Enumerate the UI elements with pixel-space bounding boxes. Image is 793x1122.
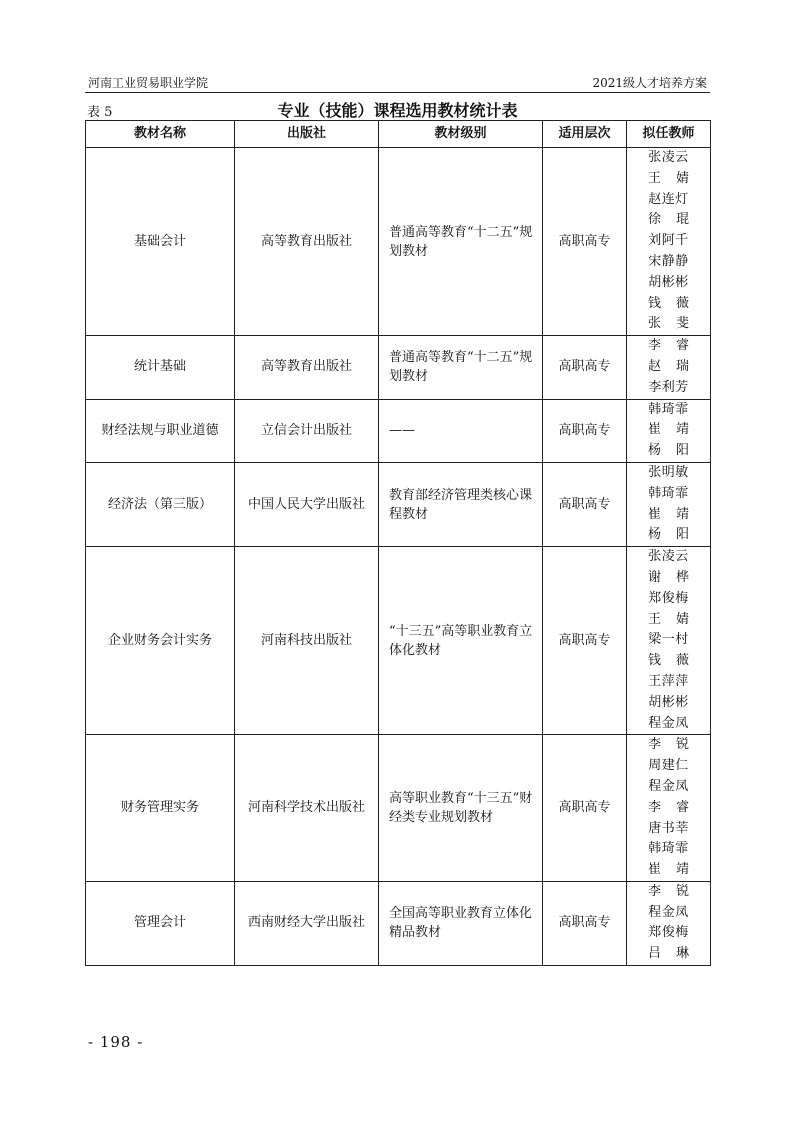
teacher-name: 赵瑞 xyxy=(647,358,704,374)
textbook-level-cell: —— xyxy=(379,399,543,462)
institution-name: 河南工业贸易职业学院 xyxy=(88,76,209,90)
column-header: 教材名称 xyxy=(86,121,235,148)
publisher-cell: 西南财经大学出版社 xyxy=(235,881,379,965)
teacher-name: 唐书莘 xyxy=(648,820,689,836)
table-row xyxy=(86,881,711,965)
textbook-level-cell: 普通高等教育“十二五”规划教材 xyxy=(379,148,543,336)
running-header xyxy=(85,70,710,93)
table-row xyxy=(86,547,711,735)
applicable-tier-cell: 高职高专 xyxy=(543,881,627,965)
teachers-cell xyxy=(627,399,711,462)
teacher-name: 李睿 xyxy=(647,799,704,815)
teacher-name: 郑俊梅 xyxy=(648,590,689,606)
column-header: 拟任教师 xyxy=(627,121,711,148)
document-title: 2021级人才培养方案 xyxy=(592,76,707,90)
teacher-name: 吕琳 xyxy=(647,946,704,962)
table-row xyxy=(86,735,711,882)
teacher-name: 张凌云 xyxy=(648,549,689,565)
publisher-cell: 立信会计出版社 xyxy=(235,399,379,462)
textbook-name-cell: 财务管理实务 xyxy=(86,735,235,882)
teacher-name: 李利芳 xyxy=(648,379,689,395)
teacher-name: 胡彬彬 xyxy=(648,694,689,710)
teacher-name: 张斐 xyxy=(647,316,704,332)
teacher-name: 王婧 xyxy=(647,170,704,186)
page-number: - 198 - xyxy=(88,1033,144,1051)
teachers-cell xyxy=(627,148,711,336)
teacher-name: 梁一村 xyxy=(648,632,689,648)
table-row xyxy=(86,462,711,546)
table-number: 表 5 xyxy=(87,105,113,120)
publisher-cell: 河南科学技术出版社 xyxy=(235,735,379,882)
table-row xyxy=(86,148,711,336)
textbook-level-cell: 教育部经济管理类核心课程教材 xyxy=(379,462,543,546)
teacher-name: 韩琦霏 xyxy=(648,401,689,417)
textbook-name-cell: 管理会计 xyxy=(86,881,235,965)
teacher-name: 王萍萍 xyxy=(648,673,689,689)
teacher-name: 张明敏 xyxy=(648,464,689,480)
teachers-cell xyxy=(627,881,711,965)
publisher-cell: 高等教育出版社 xyxy=(235,148,379,336)
teacher-name: 程金凤 xyxy=(648,715,689,731)
applicable-tier-cell: 高职高专 xyxy=(543,735,627,882)
teacher-name: 赵连灯 xyxy=(648,191,689,207)
textbook-name-cell: 统计基础 xyxy=(86,336,235,399)
textbook-level-cell: “十三五”高等职业教育立体化教材 xyxy=(379,547,543,735)
publisher-cell: 中国人民大学出版社 xyxy=(235,462,379,546)
teacher-name: 钱薇 xyxy=(647,295,704,311)
textbook-level-cell: 高等职业教育“十三五”财经类专业规划教材 xyxy=(379,735,543,882)
teacher-name: 韩琦霏 xyxy=(648,841,689,857)
teacher-name: 郑俊梅 xyxy=(648,925,689,941)
teacher-name: 杨阳 xyxy=(647,527,704,543)
table-header-row xyxy=(86,121,711,148)
table-title: 专业（技能）课程选用教材统计表 xyxy=(277,101,518,120)
teacher-name: 谢桦 xyxy=(647,569,704,585)
table-caption xyxy=(85,97,710,121)
teacher-name: 张凌云 xyxy=(648,150,689,165)
textbook-name-cell: 财经法规与职业道德 xyxy=(86,399,235,462)
teacher-name: 程金凤 xyxy=(648,904,689,920)
applicable-tier-cell: 高职高专 xyxy=(543,148,627,336)
column-header: 教材级别 xyxy=(379,121,543,148)
textbook-name-cell: 基础会计 xyxy=(86,148,235,336)
teacher-name: 钱薇 xyxy=(647,653,704,669)
teacher-name: 刘阿千 xyxy=(648,233,689,249)
teacher-name: 程金凤 xyxy=(648,778,689,794)
textbook-name-cell: 经济法（第三版） xyxy=(86,462,235,546)
teacher-name: 崔靖 xyxy=(647,862,704,878)
teacher-name: 崔靖 xyxy=(647,422,704,438)
teacher-name: 王婧 xyxy=(647,611,704,627)
applicable-tier-cell: 高职高专 xyxy=(543,399,627,462)
textbook-level-cell: 普通高等教育“十二五”规划教材 xyxy=(379,336,543,399)
teacher-name: 李锐 xyxy=(647,737,704,753)
textbook-level-cell: 全国高等职业教育立体化精品教材 xyxy=(379,881,543,965)
teacher-name: 宋静静 xyxy=(648,253,689,269)
table-row xyxy=(86,399,711,462)
publisher-cell: 高等教育出版社 xyxy=(235,336,379,399)
publisher-cell: 河南科技出版社 xyxy=(235,547,379,735)
table-body xyxy=(86,148,711,966)
teachers-cell xyxy=(627,735,711,882)
applicable-tier-cell: 高职高专 xyxy=(543,547,627,735)
column-header: 适用层次 xyxy=(543,121,627,148)
teacher-name: 李睿 xyxy=(647,338,704,354)
column-header: 出版社 xyxy=(235,121,379,148)
teacher-name: 杨阳 xyxy=(647,443,704,459)
table-row xyxy=(86,336,711,399)
applicable-tier-cell: 高职高专 xyxy=(543,462,627,546)
teacher-name: 崔靖 xyxy=(647,506,704,522)
textbook-name-cell: 企业财务会计实务 xyxy=(86,547,235,735)
teacher-name: 胡彬彬 xyxy=(648,274,689,290)
teachers-cell xyxy=(627,547,711,735)
teacher-name: 李锐 xyxy=(647,883,704,899)
teacher-name: 周建仁 xyxy=(648,758,689,774)
teacher-name: 韩琦霏 xyxy=(648,485,689,501)
textbook-table xyxy=(85,120,711,966)
teachers-cell xyxy=(627,336,711,399)
teachers-cell xyxy=(627,462,711,546)
teacher-name: 徐琨 xyxy=(647,212,704,228)
applicable-tier-cell: 高职高专 xyxy=(543,336,627,399)
